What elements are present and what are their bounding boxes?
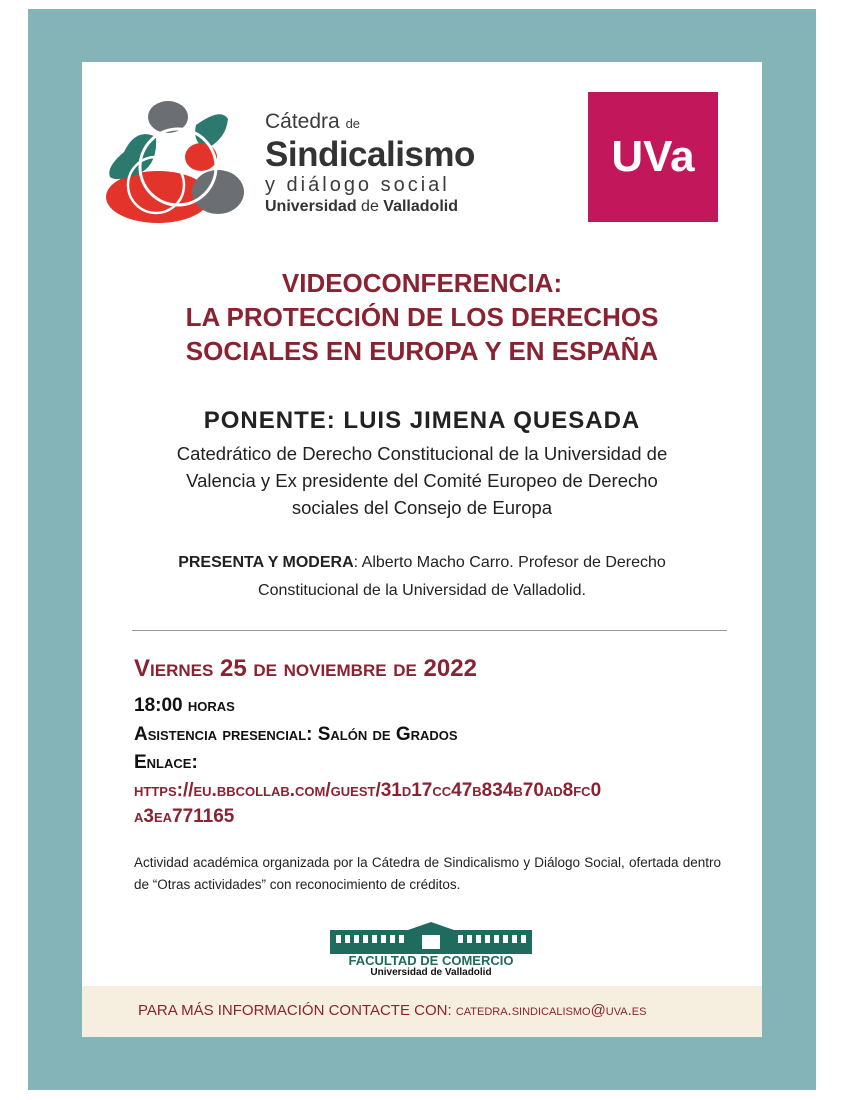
footer-email-link[interactable]: catedra.sindicalismo@uva.es	[455, 1002, 647, 1019]
moderator-text1: : Alberto Macho Carro. Profesor de Derecho	[353, 554, 666, 571]
moderator-line2: Constitucional de la Universidad de Valladolid.	[258, 582, 586, 599]
faculty-name: FACULTAD DE COMERCIO	[348, 953, 514, 968]
meeting-link-line2[interactable]: a3ea771165	[134, 806, 235, 827]
uva-logo	[588, 92, 718, 222]
footer-text	[138, 1002, 646, 1019]
speaker-heading: PONENTE: LUIS JIMENA QUESADA	[203, 407, 641, 434]
speaker-bio-line2: Valencia y Ex presidente del Comité Europeo de Derecho	[186, 470, 658, 491]
event-title-line1: LA PROTECCIÓN DE LOS DERECHOS	[185, 302, 659, 332]
event-type: VIDEOCONFERENCIA:	[281, 268, 563, 298]
catedra-univ-a: Universidad	[265, 198, 357, 215]
speaker-bio-line1: Catedrático de Derecho Constitucional de la Universidad de	[176, 443, 668, 464]
faculty-logo	[330, 922, 532, 980]
event-attendance: Asistencia presencial: Salón de Grados	[134, 724, 458, 745]
speaker-bio-line3: sociales del Consejo de Europa	[291, 497, 553, 518]
event-date: Viernes 25 de noviembre de 2022	[134, 655, 477, 682]
catedra-logo-icon	[96, 97, 246, 227]
activity-note: Actividad académica organizada por la Cátedra de Sindicalismo y Diálogo Social, ofertada dentro de “Otras actividades” con reconocimiento de créditos.	[134, 855, 721, 892]
footer-label: PARA MÁS INFORMACIÓN CONTACTE CON:	[138, 1002, 456, 1019]
catedra-line3: y diálogo social	[265, 174, 450, 196]
event-time: 18:00 horas	[134, 695, 235, 716]
meeting-link-line1[interactable]: https://eu.bbcollab.com/guest/31d17cc47b834b70ad8fc0	[134, 780, 602, 801]
divider	[132, 630, 727, 631]
footer-bar	[82, 986, 762, 1037]
catedra-wordmark	[265, 110, 545, 218]
link-label: Enlace:	[134, 752, 198, 773]
catedra-line2: Sindicalismo	[265, 135, 475, 174]
poster-card	[82, 62, 762, 1037]
faculty-university: Universidad de Valladolid	[370, 967, 492, 978]
catedra-univ-b: Valladolid	[383, 198, 458, 215]
catedra-line1: Cátedra	[265, 110, 340, 133]
moderator-label: PRESENTA Y MODERA	[178, 554, 354, 571]
catedra-de: de	[345, 116, 361, 131]
uva-logo-text: UVa	[611, 132, 695, 181]
catedra-univ-de: de	[361, 198, 379, 215]
faculty-building-icon	[330, 922, 532, 954]
event-title-line2: SOCIALES EN EUROPA Y EN ESPAÑA	[185, 336, 659, 366]
moderator-line1	[82, 549, 762, 577]
